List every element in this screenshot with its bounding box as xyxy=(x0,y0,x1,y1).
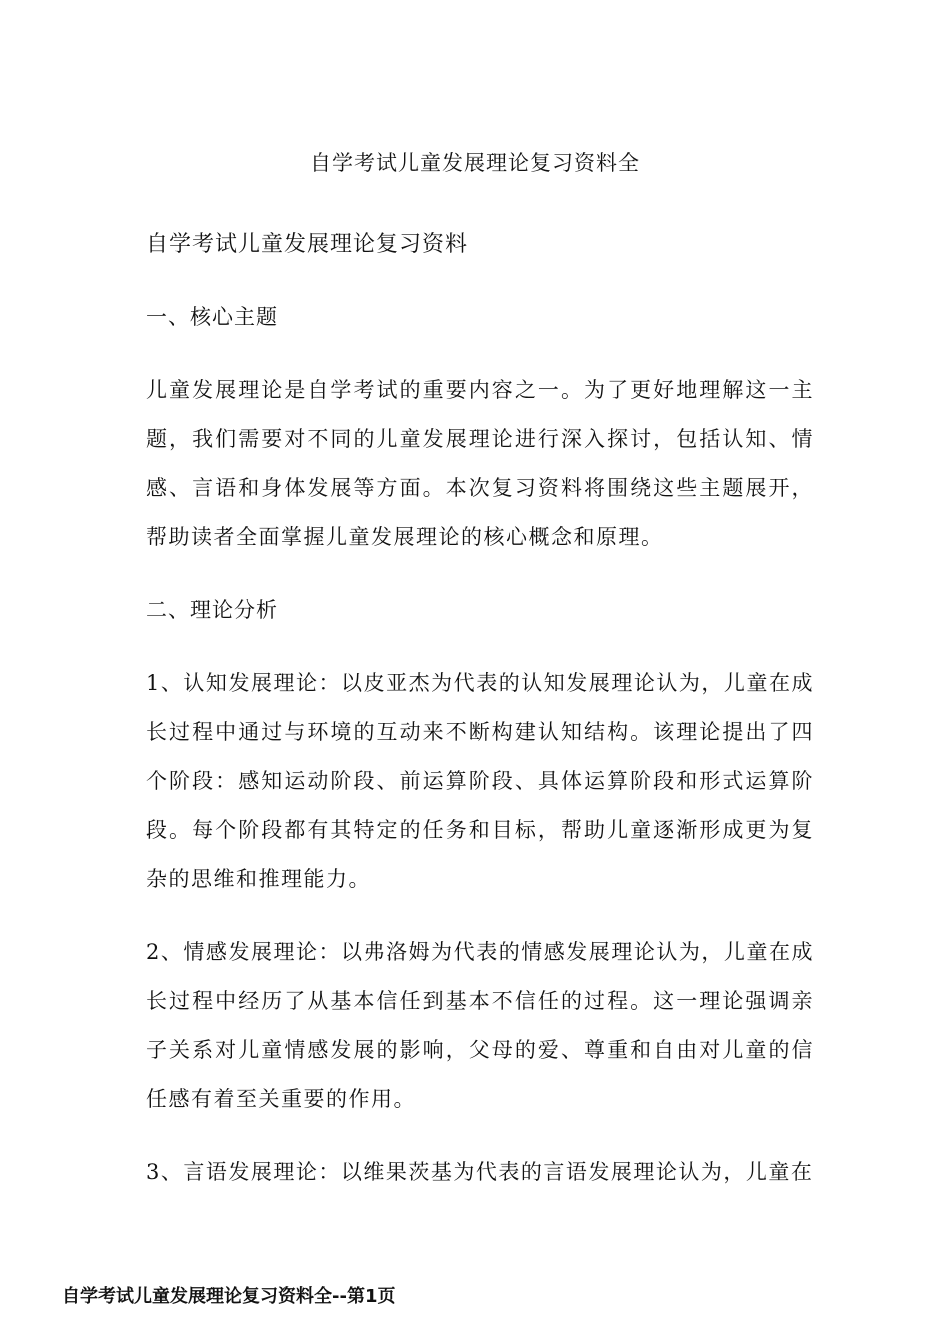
paragraph-language-theory: 3、言语发展理论：以维果茨基为代表的言语发展理论认为，儿童在 xyxy=(146,1160,814,1184)
section-heading-core-theme: 一、核心主题 xyxy=(146,305,278,329)
document-subtitle: 自学考试儿童发展理论复习资料 xyxy=(146,232,469,257)
page-footer: 自学考试儿童发展理论复习资料全--第1页 xyxy=(62,1286,396,1307)
document-title: 自学考试儿童发展理论复习资料全 xyxy=(310,151,640,175)
paragraph-emotional-theory: 2、情感发展理论：以弗洛姆为代表的情感发展理论认为，儿童在成长过程中经历了从基本信任到基本不信任的过程。这一理论强调亲子关系对儿童情感发展的影响，父母的爱、尊重和自由对儿童的信任感有着至关重要的作用。 xyxy=(146,940,814,1111)
section-heading-theory-analysis: 二、理论分析 xyxy=(146,598,278,622)
section-paragraph-core-theme: 儿童发展理论是自学考试的重要内容之一。为了更好地理解这一主题，我们需要对不同的儿童发展理论进行深入探讨，包括认知、情感、言语和身体发展等方面。本次复习资料将围绕这些主题展开，帮助读者全面掌握儿童发展理论的核心概念和原理。 xyxy=(146,378,814,549)
paragraph-cognitive-theory: 1、认知发展理论：以皮亚杰为代表的认知发展理论认为，儿童在成长过程中通过与环境的互动来不断构建认知结构。该理论提出了四个阶段：感知运动阶段、前运算阶段、具体运算阶段和形式运算阶段。每个阶段都有其特定的任务和目标，帮助儿童逐渐形成更为复杂的思维和推理能力。 xyxy=(146,671,814,891)
document-body xyxy=(146,220,814,1221)
